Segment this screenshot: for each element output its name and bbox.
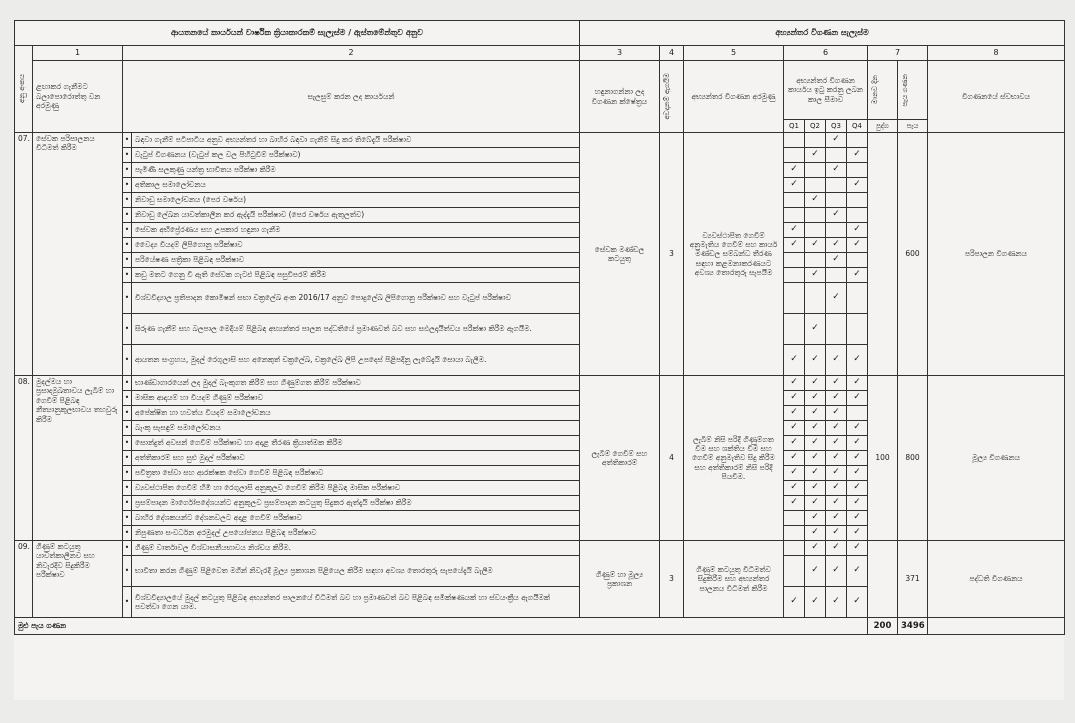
quarter-2-cell: ✓ <box>805 376 826 391</box>
q2-header: Q2 <box>805 120 826 133</box>
quarter-2-cell: ✓ <box>805 391 826 406</box>
quarter-2-cell: ✓ <box>805 511 826 526</box>
quarter-3-cell: ✓ <box>826 466 847 481</box>
quarter-3-cell: ✓ <box>826 406 847 421</box>
activity-text: බැංකු සැසඳුම් සමාලෝචනය <box>132 421 580 436</box>
quarter-3-cell: ✓ <box>826 587 847 618</box>
quarter-2-cell <box>805 253 826 268</box>
section-objective: මුදල්මය හා ප්‍රසාදමුඛතාවය ලැබීම් හා ගෙවීම් පිළිබඳ නීත්‍යානුකූලභාවය තහවුරු කිරීම <box>33 376 123 541</box>
activity-text: අතිකාල සමාලෝචනය <box>132 178 580 193</box>
col-no-header: අනු අංකය <box>15 46 33 133</box>
quarter-4-cell: ✓ <box>847 223 868 238</box>
audit-objective-header: අභ්‍යන්තර විගණන අරමුණු <box>684 61 784 133</box>
quarter-3-cell: ✓ <box>826 283 847 314</box>
activity-text: සොන්දුත් අවසන් ගෙවීම් පරීක්ෂාව හා අදාළ තීරණ ක්‍රියාත්මක කිරීම <box>132 436 580 451</box>
quarter-4-cell: ✓ <box>847 451 868 466</box>
nature-header: විගණනයේ ස්වභාවය <box>928 61 1065 133</box>
bullet: • <box>123 421 132 436</box>
q4-header: Q4 <box>847 120 868 133</box>
bullet: • <box>123 406 132 421</box>
activity-text: භාවිතා කරන ගිණුම් පිළිවෙත මගින් නිවැරදි මූල්‍ය ප්‍රකාශන පිළියෙල කිරීම සඳහා අවශ්‍ය තොරතුරු සැපයේදැයි බැලීම <box>132 556 580 587</box>
activity-text: විශ්වවිද්‍යාලයේ මුදල් කටයුතු පිළිබඳ අභ්‍යන්තර පාලනයේ විධිමත් බව හා ප්‍රමාණවත් බව පිළිබඳ සමීක්ෂණයක් හා ස්වයංක්‍රීය ඇගයීමක් පවත්වා ගෙන යාම. <box>132 587 580 618</box>
bullet: • <box>123 238 132 253</box>
bullet: • <box>123 178 132 193</box>
bullet: • <box>123 223 132 238</box>
activity-text: අපේක්ෂිත හා හවත්ය වියදම් සමාලෝචනය <box>132 406 580 421</box>
persons-value <box>868 133 898 376</box>
quarter-4-cell <box>847 253 868 268</box>
quarter-2-cell: ✓ <box>805 451 826 466</box>
quarter-1-cell: ✓ <box>784 466 805 481</box>
quarter-1-cell: ✓ <box>784 481 805 496</box>
audit-nature: පරිපාලන විගණනය <box>928 133 1065 376</box>
quarter-1-cell: ✓ <box>784 406 805 421</box>
audit-nature: පද්ධති විගණනය <box>928 541 1065 618</box>
audit-plan-sheet <box>14 20 1064 700</box>
quarter-3-cell: ✓ <box>826 481 847 496</box>
activity-text: ප්‍රසම්පාදන මාර්ගෝපදේශයන්ට අනුකූලව ප්‍රසම්පාදන කටයුතු සිදුකර ඇත්දැයි පරීක්ෂා කිරීම <box>132 496 580 511</box>
activity-text: පැමිණි සලකුණු යන්ත්‍ර භාවිතය පරීක්ෂා කිරීම <box>132 163 580 178</box>
total-hours: 3496 <box>898 618 928 635</box>
quarter-2-cell: ✓ <box>805 541 826 556</box>
quarter-1-cell <box>784 314 805 345</box>
bullet: • <box>123 345 132 376</box>
quarter-1-cell: ✓ <box>784 496 805 511</box>
quarter-3-cell: ✓ <box>826 451 847 466</box>
quarter-2-cell: ✓ <box>805 345 826 376</box>
activity-text: නිවාඩු සමාලෝචනය (පෙර වර්ෂය) <box>132 193 580 208</box>
quarter-4-cell: ✓ <box>847 511 868 526</box>
quarter-3-cell: ✓ <box>826 541 847 556</box>
quarter-2-cell: ✓ <box>805 436 826 451</box>
quarter-1-cell: ✓ <box>784 391 805 406</box>
quarter-4-cell <box>847 133 868 148</box>
activity-text: නිපුණතා සංවර්ධන අරමුදල් උපයෝජනය පිළිබඳ පරීක්ෂාව <box>132 526 580 541</box>
audit-nature: මූල්‍ය විගණනය <box>928 376 1065 541</box>
table-row <box>15 376 1065 391</box>
col-num-7: 7 <box>868 46 928 61</box>
area-header: හඳුනාගන්නා ලද විගණන ක්ෂේත්‍රය <box>580 61 660 133</box>
bullet: • <box>123 511 132 526</box>
man-days-header: මානව දින <box>868 61 898 120</box>
quarter-2-cell: ✓ <box>805 314 826 345</box>
quarter-4-cell: ✓ <box>847 391 868 406</box>
quarter-2-cell <box>805 133 826 148</box>
quarter-1-cell <box>784 208 805 223</box>
quarter-4-cell: ✓ <box>847 587 868 618</box>
col-num-4: 4 <box>660 46 684 61</box>
left-title: ආයතනයේ කාර්යයන් වාර්ෂික ක්‍රියාකාරකම් සැලැස්ම / ඇස්තමේන්තුව අනුව <box>15 21 580 46</box>
quarter-4-cell: ✓ <box>847 345 868 376</box>
quarter-2-cell: ✓ <box>805 587 826 618</box>
quarter-1-cell: ✓ <box>784 238 805 253</box>
activity-text: ව්‍යවස්ථාපිත ගෙවීම් හිමි හා රෙගුලාසි අනුකූලව ගෙවීම් කිරීම පිළිබඳ මාසික පරීක්ෂාව <box>132 481 580 496</box>
quarter-3-cell: ✓ <box>826 496 847 511</box>
quarter-3-cell <box>826 193 847 208</box>
audit-objective: ගිණුම් කටයුතු විධිමත්ව සිදුකිරීම සහ අභ්‍යන්තර පාලනය විධිමත් කිරීම <box>684 541 784 618</box>
quarter-4-cell: ✓ <box>847 376 868 391</box>
bullet: • <box>123 526 132 541</box>
quarter-2-cell: ✓ <box>805 193 826 208</box>
bullet: • <box>123 283 132 314</box>
bullet: • <box>123 193 132 208</box>
quarter-3-cell: ✓ <box>826 238 847 253</box>
quarter-2-cell: ✓ <box>805 148 826 163</box>
activity-text: අත්තිකාරම් සහ සුළු මුදල් පරීක්ෂාව <box>132 451 580 466</box>
section-number: 08. <box>15 376 33 541</box>
quarter-4-cell <box>847 406 868 421</box>
bullet: • <box>123 133 132 148</box>
total-persons: 200 <box>868 618 898 635</box>
risk-rating: 4 <box>660 376 684 541</box>
activity-text: පරියේෂණ පත්‍රිකා පිළිබඳ පරීක්ෂාව <box>132 253 580 268</box>
quarter-4-cell: ✓ <box>847 421 868 436</box>
quarter-4-cell: ✓ <box>847 268 868 283</box>
quarter-3-cell: ✓ <box>826 253 847 268</box>
quarter-3-cell <box>826 223 847 238</box>
risk-header: අවදානම් ඇගයීම <box>660 61 684 133</box>
quarter-1-cell <box>784 556 805 587</box>
bullet: • <box>123 496 132 511</box>
bullet: • <box>123 451 132 466</box>
activity-text: සේවක අභිප්‍රේරණය සහ උපකාර හඳුනා ගැනීම <box>132 223 580 238</box>
quarter-2-cell: ✓ <box>805 496 826 511</box>
quarter-3-cell: ✓ <box>826 391 847 406</box>
hours-value: 371 <box>898 541 928 618</box>
bullet: • <box>123 268 132 283</box>
activity-text: නිවාඩු ලේඛන යාවත්කාලීන කර ඇද්දැයි පරීක්ෂාව (පෙර වර්ෂය ඇතුලත්ව) <box>132 208 580 223</box>
quarter-4-cell: ✓ <box>847 541 868 556</box>
col-num-3: 3 <box>580 46 660 61</box>
activity-text: පවිත්‍රතා සේවා සහ ආරක්ෂක සේවා ගෙවීම් පිළිබඳ පරීක්ෂාව <box>132 466 580 481</box>
col-num-5: 5 <box>684 46 784 61</box>
hours-value: 600 <box>898 133 928 376</box>
quarter-3-cell: ✓ <box>826 511 847 526</box>
col-num-1: 1 <box>33 46 123 61</box>
audit-area: සේවක මණ්ඩල කටයුතු <box>580 133 660 376</box>
activity-text: වෛද්‍ය වියදම් ලිපිගොනු පරීක්ෂාව <box>132 238 580 253</box>
quarter-2-cell: ✓ <box>805 481 826 496</box>
quarter-1-cell <box>784 283 805 314</box>
quarter-4-cell <box>847 163 868 178</box>
quarter-1-cell: ✓ <box>784 376 805 391</box>
audit-area: ගිණුම් හා මූල්‍ය ප්‍රකාශන <box>580 541 660 618</box>
objective-header: ළඟාකර ගැනීමට බලාපොරොත්තු වන අරමුණු <box>33 61 123 133</box>
quarter-1-cell: ✓ <box>784 451 805 466</box>
activity-text: මාසික ආදායම් හා වියදම් ගිණුම් පරීක්ෂාව <box>132 391 580 406</box>
audit-objective: ලැබීම් නිසි පරිදි ගිණුම්ගත වීම සහ ශක්තිය වීම සහ ගෙවීම් අනුමැතිව සිදු කිරීම සහ අත්තිකාරම් නිසි පරිදි පියවීම. <box>684 376 784 541</box>
quarter-3-cell: ✓ <box>826 376 847 391</box>
activity-text: වැටුප් විගණනය (වැටුප් කල වල පිහිටුවීම් පරීක්ෂාව) <box>132 148 580 163</box>
quarter-1-cell <box>784 253 805 268</box>
quarter-4-cell <box>847 283 868 314</box>
quarter-4-cell: ✓ <box>847 526 868 541</box>
quarter-1-cell: ✓ <box>784 223 805 238</box>
section-number: 07. <box>15 133 33 376</box>
quarter-1-cell <box>784 526 805 541</box>
activity-text: භාණ්ඩාගාරයෙන් ලද මුදල් බැංකුගත කිරීම් සහ ගිණුම්ගත කිරීම් පරීක්ෂාව <box>132 376 580 391</box>
quarter-1-cell <box>784 193 805 208</box>
quarter-2-cell <box>805 178 826 193</box>
audit-area: ලැබීම් ගෙවීම් සහ අත්තිකාරම් <box>580 376 660 541</box>
q3-header: Q3 <box>826 120 847 133</box>
quarter-2-cell: ✓ <box>805 406 826 421</box>
bullet: • <box>123 391 132 406</box>
col-num-2: 2 <box>123 46 580 61</box>
activity-text: විශ්වවිද්‍යාල ප්‍රතිපාදන කොමිෂන් සභා චක්‍රලේඛ අංක 2016/17 අනුව පොදුලේඛ ලිපිගොනු පරීක්ෂාව සහ වැටුප් පරීක්ෂාව <box>132 283 580 314</box>
col-num-8: 8 <box>928 46 1065 61</box>
bullet: • <box>123 148 132 163</box>
audit-plan-table <box>14 20 1065 635</box>
quarter-1-cell: ✓ <box>784 587 805 618</box>
quarter-3-cell <box>826 268 847 283</box>
table-row <box>15 541 1065 556</box>
col-num-6: 6 <box>784 46 868 61</box>
quarter-3-cell: ✓ <box>826 436 847 451</box>
right-title: අභ්‍යන්තර විගණන සැලැස්ම <box>580 21 1065 46</box>
quarter-3-cell: ✓ <box>826 345 847 376</box>
quarter-2-cell <box>805 208 826 223</box>
quarter-1-cell: ✓ <box>784 163 805 178</box>
quarter-3-cell: ✓ <box>826 133 847 148</box>
bullet: • <box>123 481 132 496</box>
quarter-4-cell: ✓ <box>847 436 868 451</box>
quarter-4-cell: ✓ <box>847 466 868 481</box>
persons-subheader: පුද්ග <box>868 120 898 133</box>
quarter-4-cell: ✓ <box>847 238 868 253</box>
risk-rating: 3 <box>660 133 684 376</box>
bullet: • <box>123 556 132 587</box>
activity-text: බඳවා ගැනීම් පටිපාටිය අනුව අභ්‍යන්තර හා බාහිර බඳවා ගැනීම් සිදු කර තිබේදැයි පරීක්ෂාව <box>132 133 580 148</box>
quarter-2-cell: ✓ <box>805 466 826 481</box>
quarter-2-cell: ✓ <box>805 556 826 587</box>
quarter-3-cell <box>826 314 847 345</box>
quarter-2-cell: ✓ <box>805 526 826 541</box>
section-objective: ගිණුම් කටයුතු යාවත්කාලීනව සහ නිවැරදිව සිදුකිරීම පරීක්ෂාව <box>33 541 123 618</box>
quarter-4-cell: ✓ <box>847 556 868 587</box>
quarter-3-cell: ✓ <box>826 208 847 223</box>
quarter-1-cell: ✓ <box>784 436 805 451</box>
quarter-1-cell <box>784 133 805 148</box>
quarter-3-cell <box>826 148 847 163</box>
quarter-1-cell <box>784 268 805 283</box>
bullet: • <box>123 208 132 223</box>
quarter-4-cell: ✓ <box>847 481 868 496</box>
quarter-2-cell: ✓ <box>805 421 826 436</box>
section-number: 09. <box>15 541 33 618</box>
bullet: • <box>123 253 132 268</box>
bullet: • <box>123 587 132 618</box>
risk-rating: 3 <box>660 541 684 618</box>
quarter-1-cell <box>784 541 805 556</box>
activity-text: ආයතන සංග්‍රහය, මුදල් රෙගුලාසි සහ අනෙකුත් චක්‍රලේඛ, චක්‍රලේඛ ලිපි උපදෙස් පිළිපදිනු ලැබේදැයි සොයා බැලීම. <box>132 345 580 376</box>
bullet: • <box>123 436 132 451</box>
quarter-3-cell <box>826 178 847 193</box>
audit-objective: ව්‍යවස්ථාපිත ගෙවීම් අනුමැතිය ගෙවීම් සහ කාර්ය මණ්ඩල සම්බන්ධ තීරණ සඳහා කළමනාකරණයට අවශ්‍ය තොරතුරු සැපයීම <box>684 133 784 376</box>
quarter-4-cell <box>847 193 868 208</box>
bullet: • <box>123 541 132 556</box>
quarter-1-cell: ✓ <box>784 178 805 193</box>
activity-text: බාහිර දේශකයන්ට දේශනවලට අදාළ ගෙවීම් පරීක්ෂාව <box>132 511 580 526</box>
activities-header: සැලසුම් කරන ලද කාර්යයන් <box>123 61 580 133</box>
bullet: • <box>123 314 132 345</box>
activity-text: සිරුණ ගැනීම් සහ බලපාල මෙදියම් පිළිබඳ අභ්‍යන්තර පාලන පද්ධතියේ ප්‍රමාණවත් බව සහ සඵලදායීත්වය පරීක්ෂා කිරීම ඇගයීම. <box>132 314 580 345</box>
quarter-2-cell: ✓ <box>805 238 826 253</box>
hours-subheader: පැය <box>898 120 928 133</box>
hours-value: 800 <box>898 376 928 541</box>
table-row <box>15 133 1065 148</box>
quarter-4-cell: ✓ <box>847 178 868 193</box>
quarter-2-cell: ✓ <box>805 268 826 283</box>
quarter-1-cell <box>784 511 805 526</box>
hours-header: පැය ගණන <box>898 61 928 120</box>
quarter-3-cell: ✓ <box>826 556 847 587</box>
persons-value <box>868 541 898 618</box>
activity-text: ගිණුම් වාර්තාවල විශ්වාසනීයභාවය නිශ්චය කිරීම. <box>132 541 580 556</box>
total-row <box>15 618 1065 635</box>
persons-value: 100 <box>868 376 898 541</box>
quarter-1-cell <box>784 148 805 163</box>
timeframe-header: අභ්‍යන්තර විගණන කාර්යය ඉටු කරනු ලබන කාල සීමාව <box>784 61 868 120</box>
quarter-3-cell: ✓ <box>826 163 847 178</box>
bullet: • <box>123 466 132 481</box>
bullet: • <box>123 163 132 178</box>
quarter-2-cell <box>805 223 826 238</box>
quarter-1-cell: ✓ <box>784 421 805 436</box>
section-objective: සේවක පරිපාලනය විධිමත් කිරීම <box>33 133 123 376</box>
total-label: මුළු පැය ගණන <box>15 618 868 635</box>
activity-text: කඩු මතට ගෙනු වී ඇති සේවක ගැටළු පිළිබඳ පසුවිපරම් කිරීම <box>132 268 580 283</box>
quarter-3-cell: ✓ <box>826 421 847 436</box>
quarter-3-cell: ✓ <box>826 526 847 541</box>
quarter-4-cell <box>847 208 868 223</box>
quarter-4-cell: ✓ <box>847 148 868 163</box>
quarter-2-cell <box>805 283 826 314</box>
q1-header: Q1 <box>784 120 805 133</box>
quarter-4-cell: ✓ <box>847 496 868 511</box>
bullet: • <box>123 376 132 391</box>
quarter-4-cell <box>847 314 868 345</box>
total-blank <box>928 618 1065 635</box>
quarter-1-cell: ✓ <box>784 345 805 376</box>
quarter-2-cell <box>805 163 826 178</box>
